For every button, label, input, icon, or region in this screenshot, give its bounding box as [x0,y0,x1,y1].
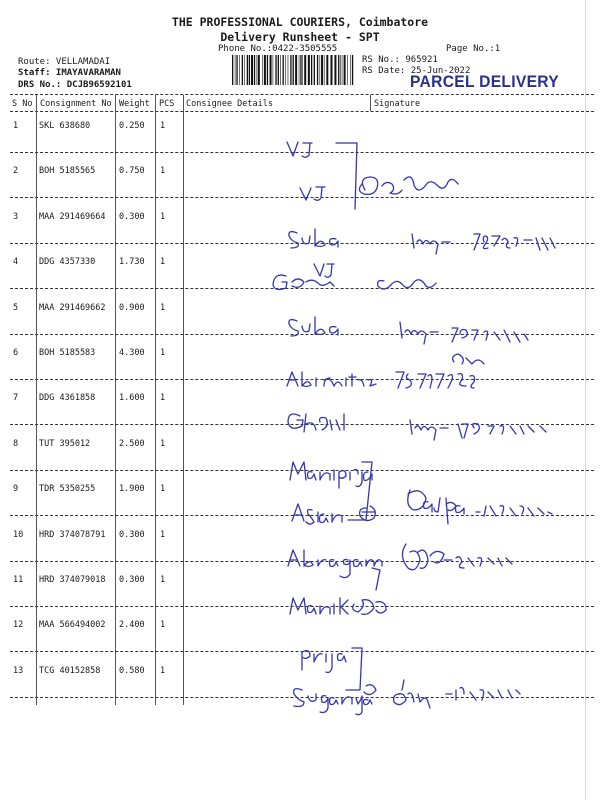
row-sno: 4 [13,257,19,267]
rs-date: RS Date: 25-Jun-2022 [362,66,471,76]
col-header-sno: S No [12,99,33,109]
col-header-weight: Weight [119,99,150,109]
row-sno: 8 [13,439,19,449]
handwriting-row-7 [288,414,546,440]
row-consignment-number: TDR 5350255 [39,484,96,494]
row-consignment-number: TUT 395012 [39,439,91,449]
row-pcs: 1 [160,484,166,494]
row-sno: 5 [13,303,19,313]
handwriting-row-9 [292,490,552,524]
row-weight: 0.250 [119,121,145,131]
row-pcs: 1 [160,303,166,313]
row-consignment-number: BOH 5185565 [39,166,96,176]
row-weight: 0.300 [119,530,145,540]
row-consignment-number: DDG 4357330 [39,257,96,267]
row-consignment-number: SKL 638680 [39,121,91,131]
row-sno: 12 [13,620,24,630]
row-sno: 6 [13,348,19,358]
row-sno: 13 [13,666,24,676]
row-pcs: 1 [160,393,166,403]
row-weight: 1.900 [119,484,145,494]
row-consignment-number: BOH 5185583 [39,348,96,358]
row-weight: 1.600 [119,393,145,403]
row-sno: 2 [13,166,19,176]
company-name: THE PROFESSIONAL COURIERS, Coimbatore [171,15,429,29]
handwriting-row-5 [289,317,528,344]
col-header-consignment: Consignment No [40,99,112,109]
route-label: Route: VELLAMADAI [18,57,111,67]
handwriting-row-4 [273,264,436,289]
row-weight: 0.750 [119,166,145,176]
row-consignment-number: HRD 374078791 [39,530,106,540]
row-weight: 2.400 [119,620,145,630]
col-header-consignee: Consignee Details [186,99,273,109]
row-consignment-number: DDG 4361858 [39,393,96,403]
col-header-signature: Signature [374,99,421,109]
row-weight: 0.300 [119,212,145,222]
row-weight: 4.300 [119,348,145,358]
row-pcs: 1 [160,257,166,267]
handwriting-row-3 [289,229,555,254]
row-sno: 1 [13,121,19,131]
page-number: Page No.:1 [446,44,501,54]
drs-number: DRS No.: DCJB96592101 [18,80,132,90]
row-pcs: 1 [160,666,166,676]
row-weight: 0.580 [119,666,145,676]
parcel-delivery-stamp: PARCEL DELIVERY [410,72,559,91]
row-consignment-number: MAA 291469664 [39,212,106,222]
row-consignment-number: HRD 374079018 [39,575,106,585]
row-pcs: 1 [160,620,166,630]
col-header-pcs: PCS [159,99,175,109]
row-pcs: 1 [160,530,166,540]
row-weight: 1.730 [119,257,145,267]
row-consignment-number: MAA 566494002 [39,620,106,630]
row-pcs: 1 [160,348,166,358]
row-pcs: 1 [160,575,166,585]
row-weight: 0.300 [119,575,145,585]
row-sno: 9 [13,484,19,494]
handwriting-row-12 [302,648,362,690]
staff-label: Staff: IMAYAVARAMAN [18,68,121,78]
row-sno: 11 [13,575,24,585]
row-sno: 3 [13,212,19,222]
row-pcs: 1 [160,166,166,176]
document-title: Delivery Runsheet - SPT [220,30,380,44]
handwriting-row-13 [294,680,520,715]
row-consignment-number: MAA 291469662 [39,303,106,313]
handwriting-row-2 [300,177,458,200]
row-pcs: 1 [160,439,166,449]
row-weight: 2.500 [119,439,145,449]
handwriting-row-1 [287,142,357,209]
handwriting-row-11 [290,598,386,614]
row-consignment-number: TCG 40152858 [39,666,101,676]
phone-number: Phone No.:0422-3505555 [218,44,338,54]
handwriting-row-6 [287,354,484,388]
row-sno: 7 [13,393,19,403]
row-pcs: 1 [160,121,166,131]
row-pcs: 1 [160,212,166,222]
row-sno: 10 [13,530,24,540]
row-weight: 0.900 [119,303,145,313]
rs-number: RS No.: 965921 [362,55,438,65]
handwriting-row-10 [288,544,512,590]
